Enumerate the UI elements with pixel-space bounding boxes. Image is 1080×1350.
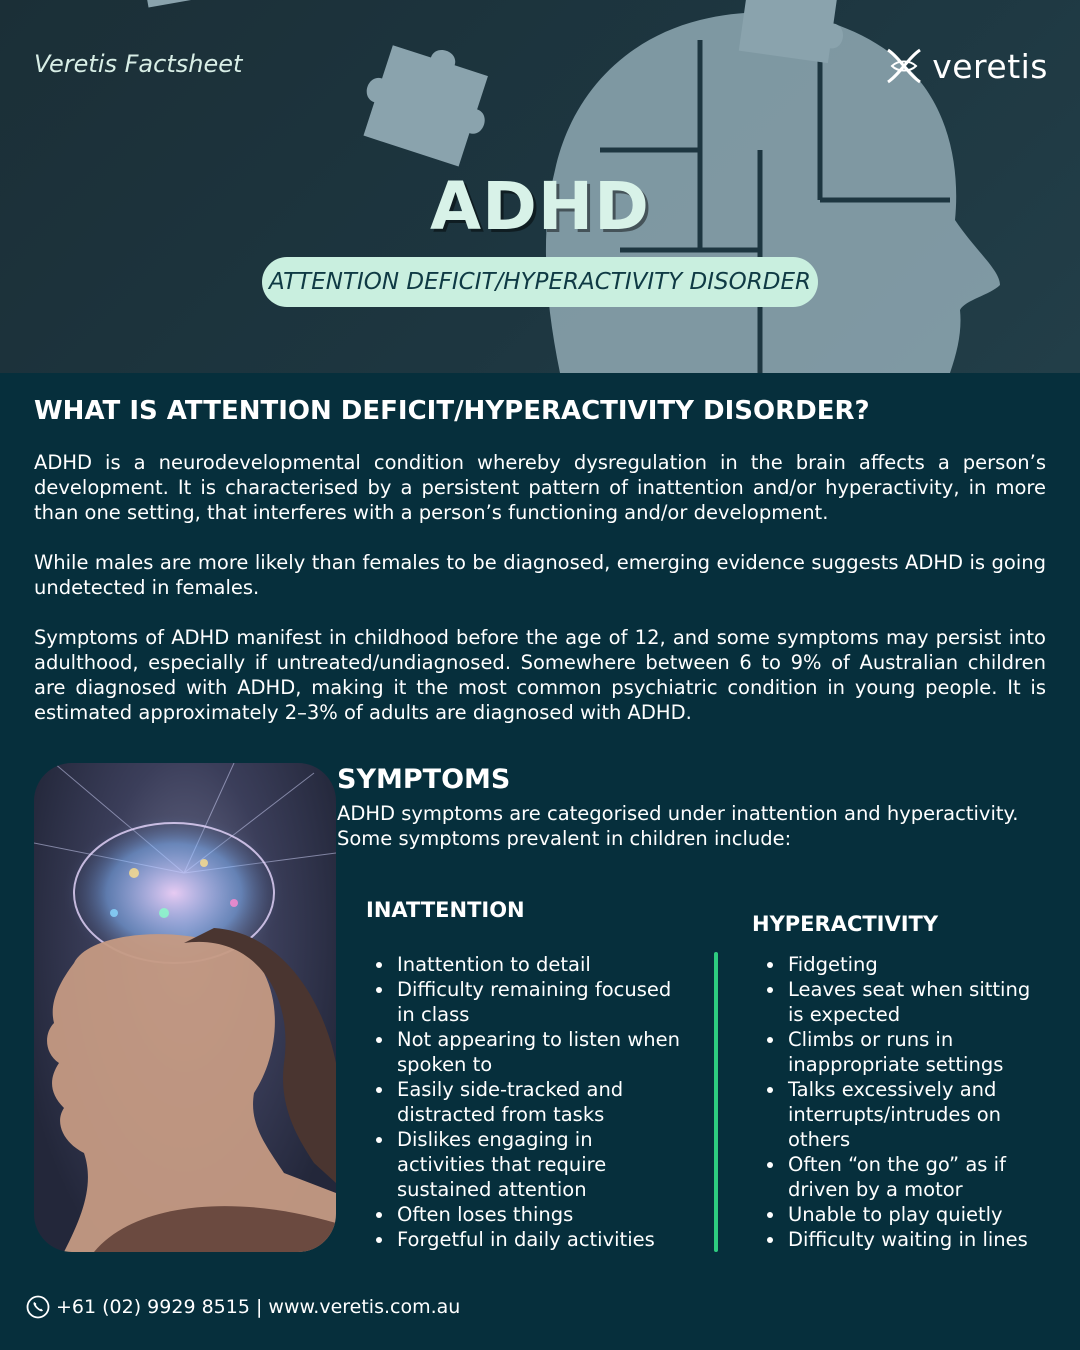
list-item: Often “on the go” as if driven by a motor (757, 1152, 1047, 1202)
list-item: Difficulty remaining focused in class (366, 977, 686, 1027)
intro-paragraph-2: While males are more likely than females to be diagnosed, emerging evidence suggests ADHD is going undetected in females. (34, 551, 1046, 599)
veretis-logo-icon (882, 44, 926, 88)
contact-text[interactable]: +61 (02) 9929 8515 | www.veretis.com.au (56, 1296, 461, 1318)
phone-icon (26, 1295, 50, 1319)
list-item: Talks excessively and interrupts/intrudes on others (757, 1077, 1047, 1152)
brain-illustration-image (34, 763, 336, 1252)
brand-name: veretis (932, 46, 1048, 86)
subtitle-pill: ATTENTION DEFICIT/HYPERACTIVITY DISORDER (262, 257, 818, 307)
list-item: Dislikes engaging in activities that require sustained attention (366, 1127, 686, 1202)
inattention-list (366, 952, 686, 1252)
list-item: Inattention to detail (366, 952, 686, 977)
what-is-heading: WHAT IS ATTENTION DEFICIT/HYPERACTIVITY DISORDER? (34, 396, 870, 426)
factsheet-label: Veretis Factsheet (34, 50, 243, 78)
page-title: ADHD (430, 168, 650, 245)
list-item: Forgetful in daily activities (366, 1227, 686, 1252)
list-item: Leaves seat when sitting is expected (757, 977, 1047, 1027)
symptoms-heading: SYMPTOMS (337, 764, 511, 795)
hero-banner (0, 0, 1080, 373)
list-item: Not appearing to listen when spoken to (366, 1027, 686, 1077)
column-divider (714, 952, 718, 1252)
list-item: Often loses things (366, 1202, 686, 1227)
symptoms-intro: ADHD symptoms are categorised under inattention and hyperactivity. Some symptoms prevalent in children include: (337, 802, 1019, 850)
intro-paragraph-1: ADHD is a neurodevelopmental condition whereby dysregulation in the brain affects a person’s development. It is characterised by a persistent pattern of inattention and/or hyperactivity, in more than one setting, that interferes with a person’s functioning and/or development. (34, 451, 1046, 524)
inattention-heading: INATTENTION (366, 898, 525, 922)
list-item: Difficulty waiting in lines (757, 1227, 1047, 1252)
list-item: Unable to play quietly (757, 1202, 1047, 1227)
footer-contact[interactable] (26, 1295, 460, 1319)
list-item: Climbs or runs in inappropriate settings (757, 1027, 1047, 1077)
brand-logo[interactable] (882, 44, 1048, 88)
hyperactivity-list (757, 952, 1047, 1252)
list-item: Fidgeting (757, 952, 1047, 977)
hyperactivity-heading: HYPERACTIVITY (752, 912, 939, 936)
list-item: Easily side-tracked and distracted from tasks (366, 1077, 686, 1127)
intro-paragraph-3: Symptoms of ADHD manifest in childhood before the age of 12, and some symptoms may persist into adulthood, especially if untreated/undiagnosed. Somewhere between 6 to 9% of Australian children are diagnosed with ADHD, making it the most common psychiatric condition in young people. It is estimated approximately 2–3% of adults are diagnosed with ADHD. (34, 626, 1046, 724)
